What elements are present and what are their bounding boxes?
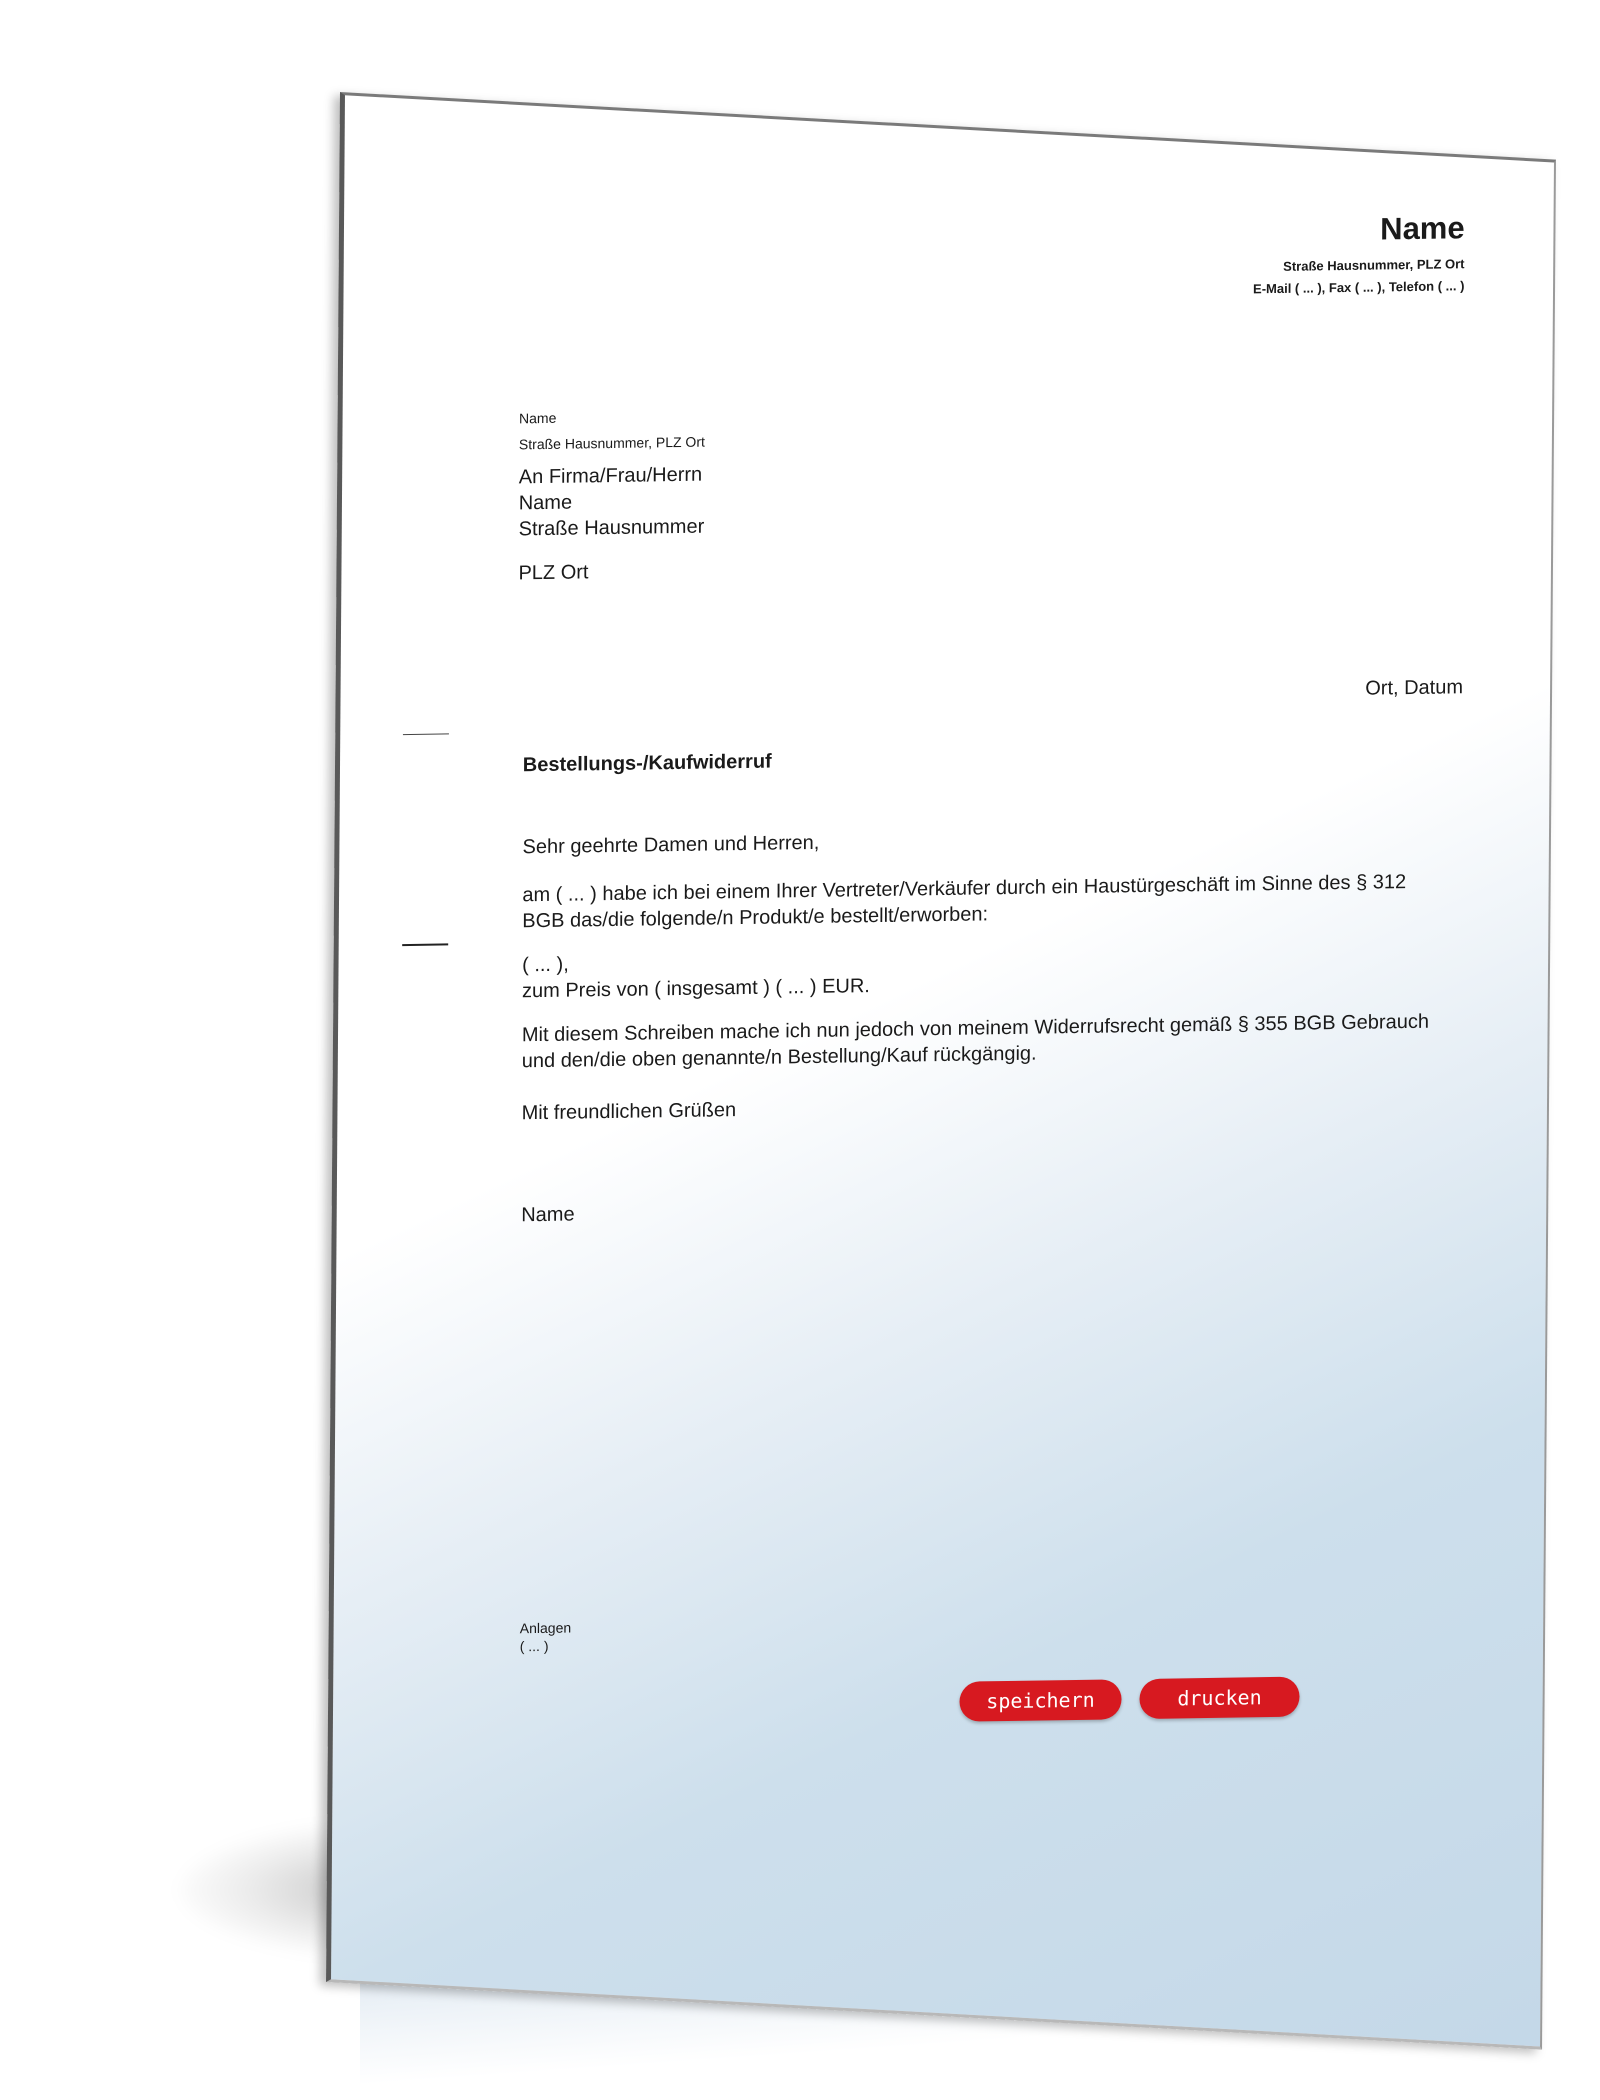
signature-name: Name [521,1203,575,1227]
paragraph1-line2: BGB das/die folgende/n Produkt/e bestellt/erworben: [522,903,989,933]
product-line2: zum Preis von ( insgesamt ) ( ... ) EUR. [521,975,870,1003]
attachments-value: ( ... ) [519,1637,549,1655]
letterhead-name: Name [1380,210,1465,247]
paragraph1-line1: am ( ... ) habe ich bei einem Ihrer Vertreter/Verkäufer durch ein Haustürgeschäft im Sinne des § 312 [522,871,1407,907]
fold-mark [403,733,449,735]
closing: Mit freundlichen Grüßen [521,1099,737,1125]
letterhead-address: Straße Hausnummer, PLZ Ort [1283,256,1465,274]
recipient-line2: Name [518,491,573,515]
letter-content [339,128,1465,1945]
save-button[interactable]: speichern [959,1679,1121,1721]
letterhead-contact: E-Mail ( ... ), Fax ( ... ), Telefon ( ... ) [1253,278,1465,297]
place-date: Ort, Datum [1365,676,1464,700]
recipient-line3: Straße Hausnummer [518,515,705,541]
subject-line: Bestellungs-/Kaufwiderruf [522,750,772,777]
paragraph2-line1: Mit diesem Schreiben mache ich nun jedoch von meinem Widerrufsrecht gemäß § 355 BGB Gebrauch [521,1010,1430,1047]
return-address-name: Name [519,409,557,427]
return-address-street: Straße Hausnummer, PLZ Ort [518,433,705,453]
attachments-label: Anlagen [519,1619,572,1637]
paragraph2-line2: und den/die oben genannte/n Bestellung/Kauf rückgängig. [521,1042,1037,1073]
recipient-line1: An Firma/Frau/Herrn [518,463,703,489]
salutation: Sehr geehrte Damen und Herren, [522,831,820,859]
recipient-line4: PLZ Ort [518,561,589,585]
print-button[interactable]: drucken [1139,1677,1299,1719]
product-line1: ( ... ), [522,953,569,977]
punch-mark [402,943,448,946]
